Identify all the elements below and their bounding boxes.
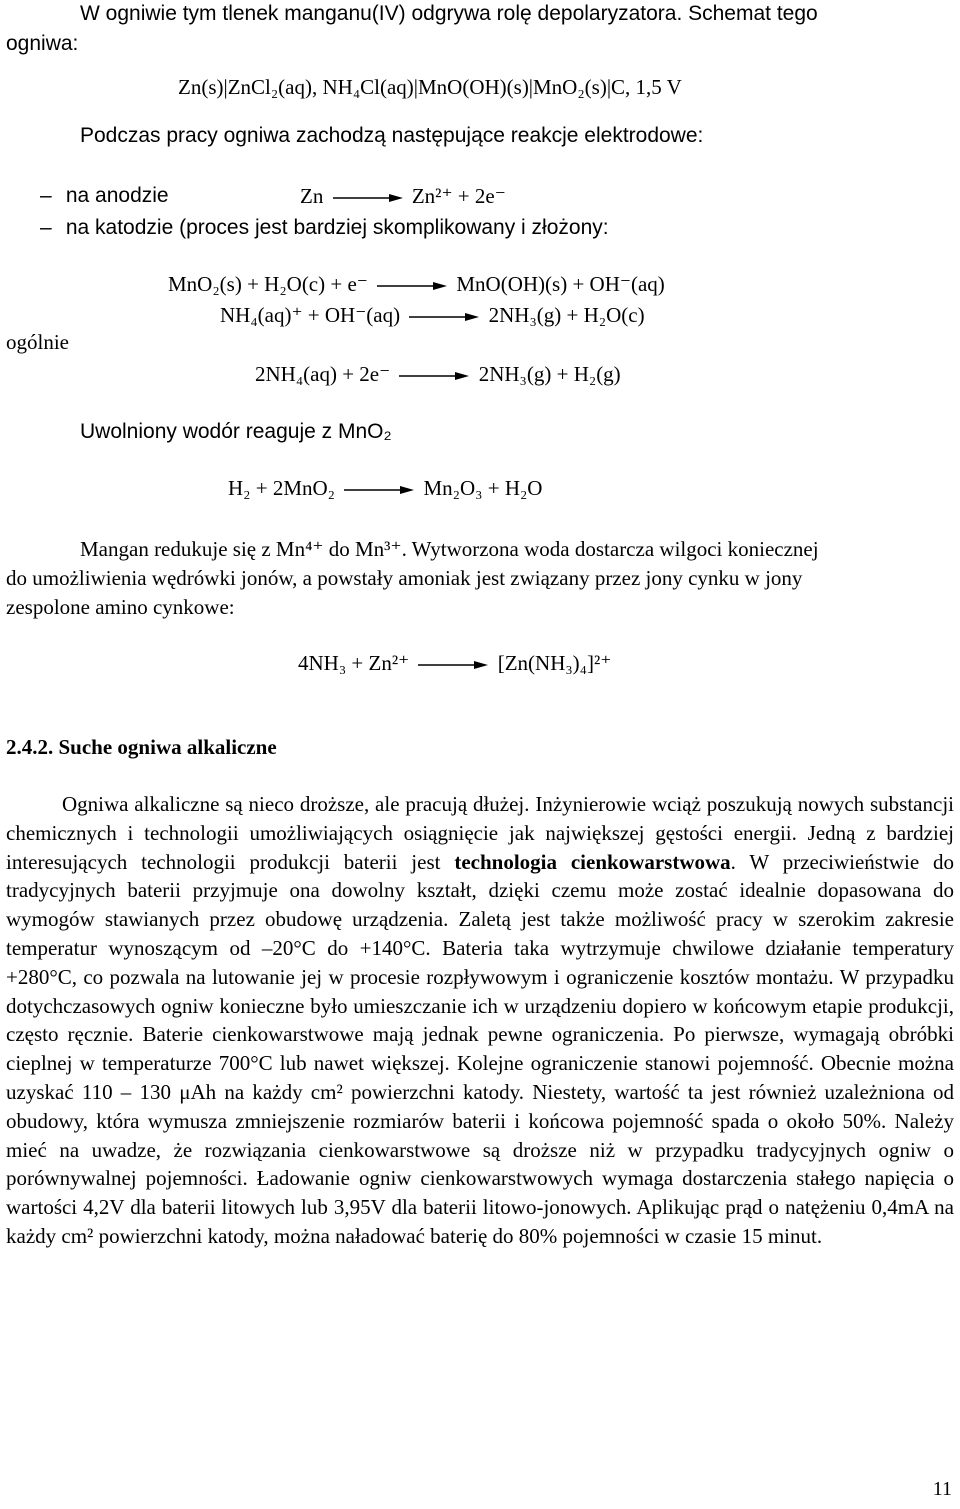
r1-right: MnO(OH)(s) + OH⁻(aq) [456,272,665,296]
section-heading: 2.4.2. Suche ogniwa alkaliczne [6,735,277,759]
mangan-line-1: Mangan redukuje się z Mn⁴⁺ do Mn³⁺. Wytworzona woda dostarcza wilgoci koniecznej [80,537,819,561]
body-paragraph [6,790,954,1251]
mangan-line-3: zespolone amino cynkowe: [6,595,235,619]
reaction-arrow-icon [344,485,414,495]
h-left: H₂ + 2MnO₂ [228,476,335,500]
r1-left: MnO₂(s) + H₂O(c) + e⁻ [168,272,368,296]
anode-left: Zn [300,184,324,208]
bullet-dash: – [40,216,52,239]
cell-scheme: Zn(s)|ZnCl₂(aq), NH₄Cl(aq)|MnO(OH)(s)|MnO₂(s)|C, 1,5 V [178,75,682,99]
r2-left: NH₄(aq)⁺ + OH⁻(aq) [220,303,401,327]
reaction-arrow-icon [409,312,479,322]
reaction-arrow-icon [418,660,488,670]
anode-line [40,184,169,208]
intro-line-1: W ogniwie tym tlenek manganu(IV) odgrywa rolę depolaryzatora. Schemat tego [80,2,818,25]
cathode-reaction-2 [220,303,645,328]
anode-label: na anodzie [65,184,169,207]
reaction-arrow-icon [377,281,447,291]
reaction-arrow-icon [333,193,403,203]
complex-right: [Zn(NH₃)₄]²⁺ [497,651,612,675]
mangan-line-2: do umożliwienia wędrówki jonów, a powstały amoniak jest związany przez jony cynku w jony [6,566,803,590]
page-number: 11 [932,1478,952,1500]
body-text-a: Ogniwa alkaliczne są nieco droższe, ale pracują dłużej. Inżynierowie wciąż poszukują nowych substancji chemicznych i technologii umożliwiających osiągnięcie jak największej gęstości energii. Jedną z bardziej interesujących technologii produkcji baterii jest [6,792,954,874]
cathode-reaction-overall [255,362,621,387]
body-text-bold: technologia cienkowarstwowa [454,849,731,874]
reaction-arrow-icon [399,371,469,381]
h-right: Mn₂O₃ + H₂O [423,476,543,500]
overall-label: ogólnie [6,330,69,354]
complex-reaction [298,651,611,676]
cathode-label: na katodzie (proces jest bardziej skomplikowany i złożony: [65,216,609,239]
intro-line-2: ogniwa: [6,32,79,55]
bullet-dash: – [40,184,52,207]
anode-reaction [300,184,506,209]
cathode-reaction-1 [168,272,665,297]
anode-right: Zn²⁺ + 2e⁻ [411,184,506,208]
hydrogen-text: Uwolniony wodór reaguje z MnO₂ [80,420,392,443]
r2-right: 2NH₃(g) + H₂O(c) [488,303,645,327]
complex-left: 4NH₃ + Zn²⁺ [298,651,410,675]
r3-left: 2NH₄(aq) + 2e⁻ [255,362,391,386]
hydrogen-reaction [228,476,542,501]
reactions-intro: Podczas pracy ogniwa zachodzą następujące reakcje elektrodowe: [80,124,704,147]
r3-right: 2NH₃(g) + H₂(g) [478,362,621,386]
cathode-line [40,216,609,240]
body-text-b: . W przeciwieństwie do tradycyjnych baterii przyjmuje ona dowolny kształt, dzięki czemu może zostać idealnie dopasowana do wymogów stawianych przez obudowę urządzenia. Zaletą jest także możliwość pracy w szerokim zakresie temperatur wynoszącym od –20°C do +140°C. Bateria taka wytrzymuje chwilowe działanie temperatury +280°C, co pozwala na lutowanie jej w procesie rozpływowym i ograniczenie kosztów montażu. W przypadku dotychczasowych ogniw konieczne było umieszczanie ich w urządzeniu dopiero w końcowym etapie produkcji, często ręcznie. Baterie cienkowarstwowe mają jednak pewne ograniczenia. Po pierwsze, wymagają obróbki cieplnej w temperaturze 700°C lub nawet większej. Kolejne ograniczenie stanowi pojemność. Obecnie można uzyskać 110 – 130 μAh na każdy cm² powierzchni katody. Niestety, wartość ta jest również uzależniona od obudowy, która wymusza zmniejszenie rozmiarów baterii i końcowa pojemność spada o około 50%. Należy mieć na uwadze, że rozwiązania cienkowarstwowe są droższe niż w przypadku tradycyjnych ogniw o porównywalnej pojemności. Ładowanie ogniw cienkowarstwowych wymaga dostarczenia stałego napięcia o wartości 4,2V dla baterii litowych lub 3,95V dla baterii litowo-jonowych. Aplikując prąd o natężeniu 0,4mA na każdy cm² powierzchni katody, można naładować baterię do 80% pojemności w czasie 15 minut. [6,849,954,1248]
